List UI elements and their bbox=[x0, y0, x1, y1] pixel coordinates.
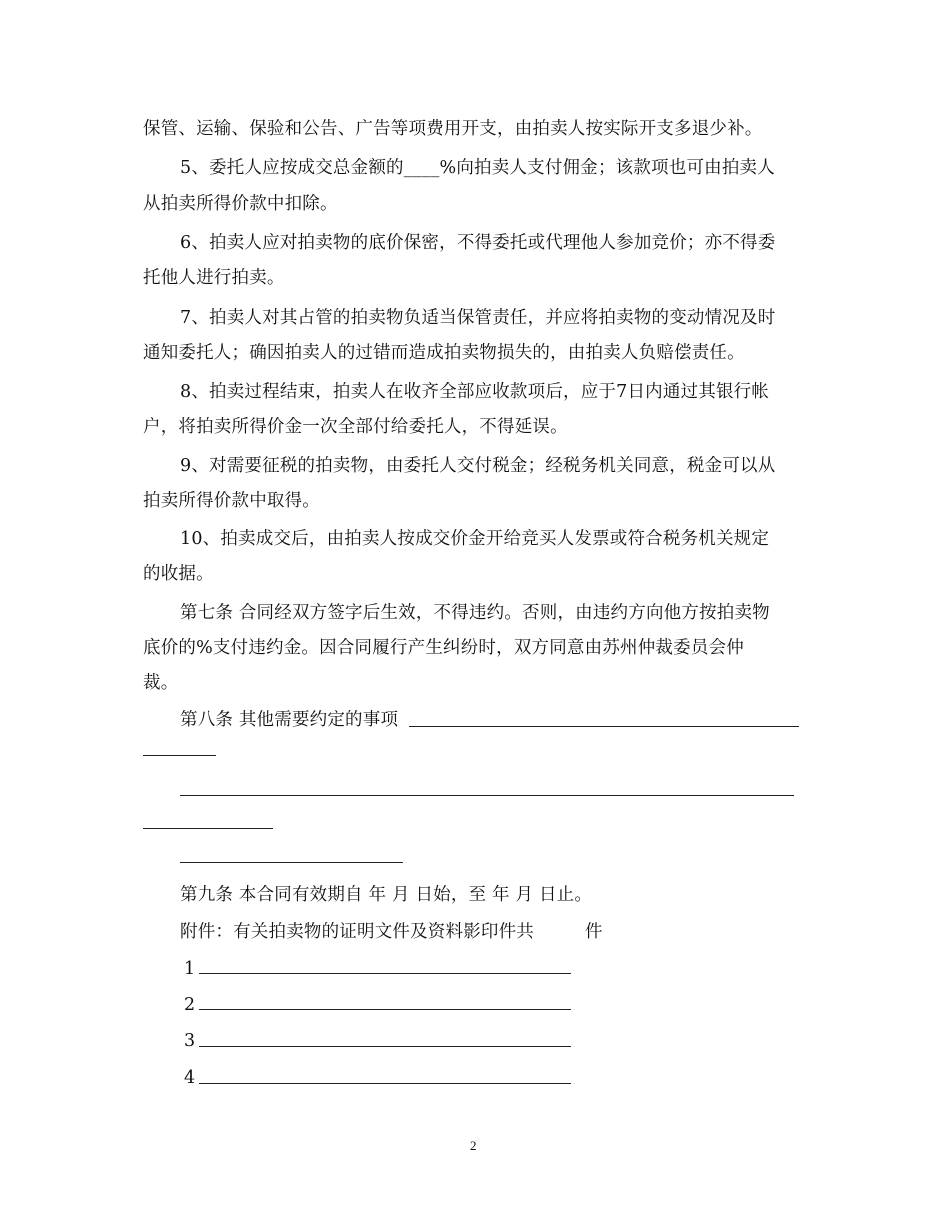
clause-8-line-1: 8、拍卖过程结束，拍卖人在收齐全部应收款项后，应于7日内通过其银行帐 bbox=[180, 382, 770, 402]
clause-5-line-1: 5、委托人应按成交总金额的____%向拍卖人支付佣金；该款项也可由拍卖人 bbox=[180, 158, 775, 178]
clause-6-line-2: 托他人进行拍卖。 bbox=[143, 268, 285, 288]
blank-line bbox=[180, 862, 403, 863]
attachment-blank-line bbox=[199, 1009, 571, 1010]
article-7-line-2: 底价的%支付违约金。因合同履行产生纠纷时，双方同意由苏州仲裁委员会仲 bbox=[143, 638, 744, 658]
article-7-line-3: 裁。 bbox=[143, 673, 179, 693]
attachment-blank-line bbox=[199, 1083, 571, 1084]
page-number: 2 bbox=[470, 1138, 477, 1153]
clause-7-line-2: 通知委托人；确因拍卖人的过错而造成拍卖物损失的，由拍卖人负赔偿责任。 bbox=[143, 343, 745, 363]
clause-7-line-1: 7、拍卖人对其占管的拍卖物负适当保管责任，并应将拍卖物的变动情况及时 bbox=[180, 308, 776, 328]
text-line: 保管、运输、保验和公告、广告等项费用开支，由拍卖人按实际开支多退少补。 bbox=[143, 119, 763, 139]
attachment-item-number: 1 bbox=[184, 959, 196, 979]
article-8-heading: 第八条 其他需要约定的事项 bbox=[180, 710, 399, 730]
attachment-item-number: 3 bbox=[184, 1031, 196, 1051]
clause-5-line-2: 从拍卖所得价款中扣除。 bbox=[143, 194, 338, 214]
blank-line bbox=[143, 755, 216, 756]
blank-line bbox=[143, 828, 273, 829]
article-7-line-1: 第七条 合同经双方签字后生效，不得违约。否则，由违约方向他方按拍卖物 bbox=[180, 603, 770, 623]
attachment-item-number: 2 bbox=[184, 995, 196, 1015]
attachment-blank-line bbox=[199, 973, 571, 974]
blank-line bbox=[180, 795, 794, 796]
clause-8-line-2: 户，将拍卖所得价金一次全部付给委托人，不得延误。 bbox=[143, 417, 568, 437]
article-9-line: 第九条 本合同有效期自 年 月 日始，至 年 月 日止。 bbox=[180, 885, 593, 905]
clause-9-line-2: 拍卖所得价款中取得。 bbox=[143, 491, 320, 511]
clause-10-line-1: 10、拍卖成交后，由拍卖人按成交价金开给竞买人发票或符合税务机关规定 bbox=[180, 529, 770, 549]
blank-line bbox=[409, 726, 799, 727]
clause-6-line-1: 6、拍卖人应对拍卖物的底价保密，不得委托或代理他人参加竞价；亦不得委 bbox=[180, 233, 776, 253]
attachment-item-number: 4 bbox=[184, 1068, 196, 1088]
attachment-count-unit: 件 bbox=[585, 922, 603, 942]
clause-10-line-2: 的收据。 bbox=[143, 564, 214, 584]
clause-9-line-1: 9、对需要征税的拍卖物，由委托人交付税金；经税务机关同意，税金可以从 bbox=[180, 456, 776, 476]
attachment-blank-line bbox=[199, 1046, 571, 1047]
attachment-heading: 附件：有关拍卖物的证明文件及资料影印件共 bbox=[180, 922, 534, 942]
